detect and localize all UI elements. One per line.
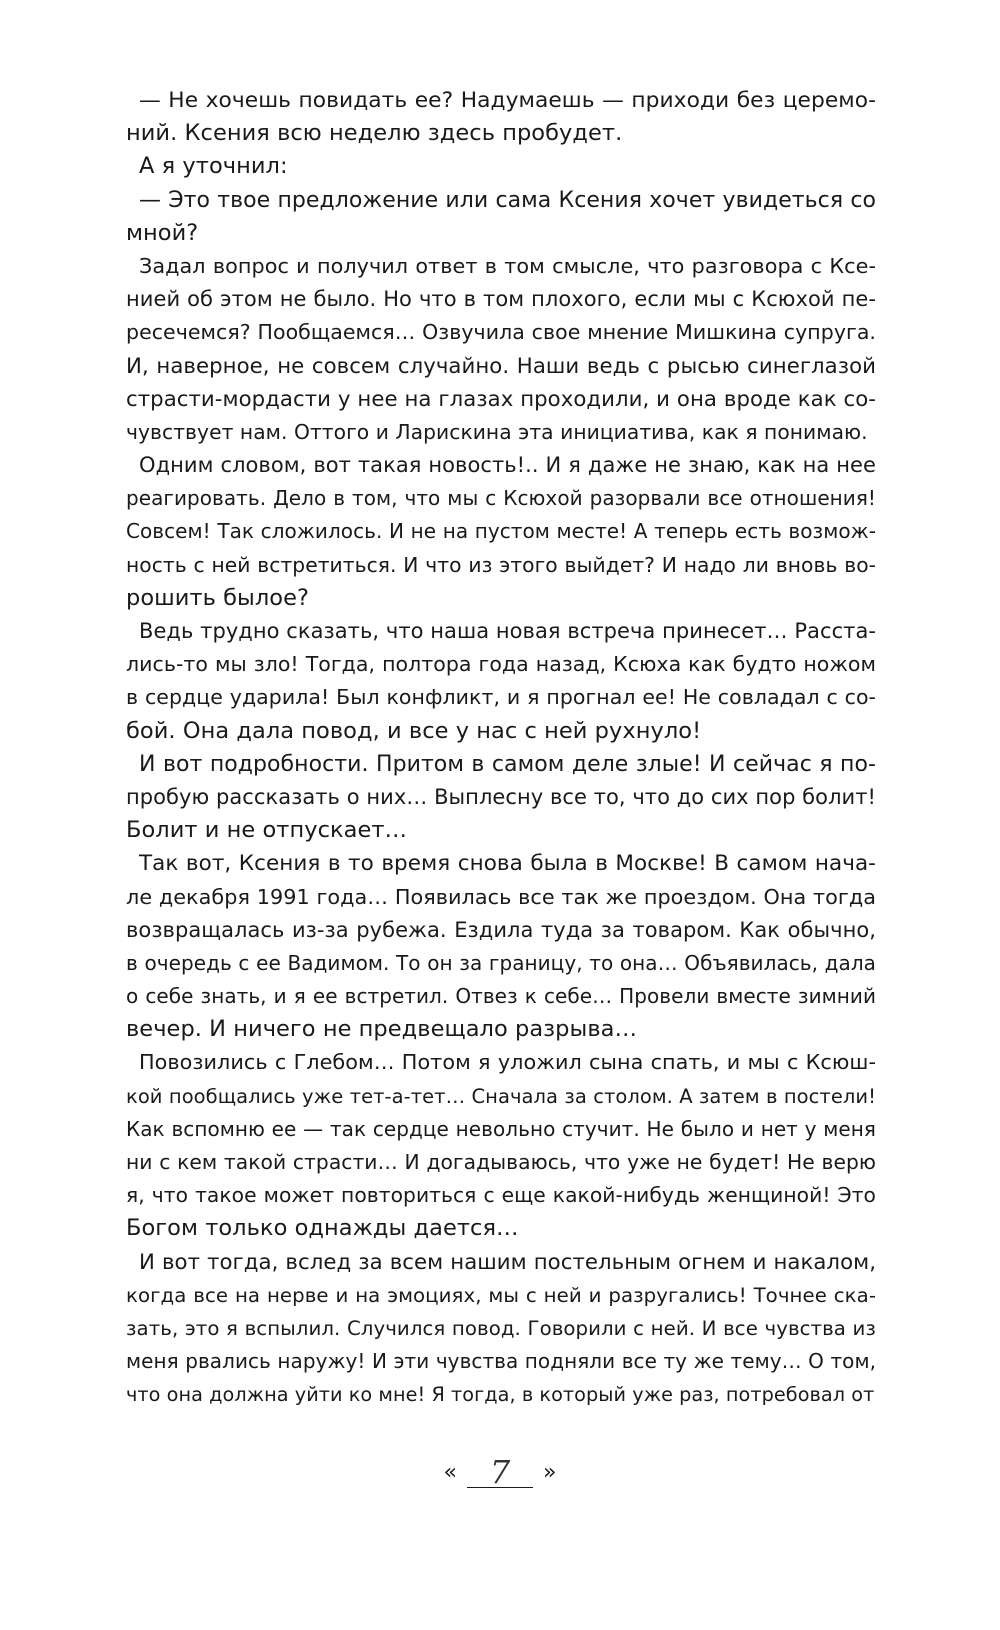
text-line: в сердце ударила! Был конфликт, и я прогнал ее! Не совладал с со-	[126, 685, 876, 710]
text-line: кой пообщались уже тет-а-тет… Сначала за столом. А затем в постели!	[126, 1084, 876, 1108]
folio-close-quote: »	[543, 1460, 557, 1485]
text-line: вечер. И ничего не предвещало разрыва…	[126, 1016, 638, 1043]
page-footer	[0, 1448, 1000, 1491]
text-line: Повозились с Глебом… Потом я уложил сына спать, и мы с Ксюш-	[139, 1050, 876, 1075]
paragraph	[126, 748, 876, 848]
text-line: ресечемся? Пообщаемся… Озвучила свое мнение Мишкина супруга.	[126, 320, 876, 345]
text-line: в очередь с ее Вадимом. То он за границу, то она… Объявилась, дала	[126, 950, 876, 975]
text-line: Богом только однажды дается…	[126, 1215, 519, 1242]
folio-open-quote: «	[443, 1460, 457, 1485]
paragraph	[126, 847, 876, 1046]
text-line: возвращалась из-за рубежа. Ездила туда за товаром. Как обычно,	[126, 917, 876, 942]
text-line: когда все на нерве и на эмоциях, мы с ней и разругались! Точнее ска-	[126, 1283, 876, 1307]
paragraph	[126, 1246, 876, 1412]
paragraph	[126, 150, 876, 183]
text-line: ний. Ксения всю неделю здесь пробудет.	[126, 120, 623, 147]
text-line: ность с ней встретиться. И что из этого выйдет? И надо ли вновь во-	[126, 552, 876, 577]
text-line: А я уточнил:	[139, 153, 288, 180]
text-line: Болит и не отпускает…	[126, 817, 408, 844]
text-line: — Не хочешь повидать ее? Надумаешь — приходи без церемо-	[139, 88, 876, 113]
text-line: Ведь трудно сказать, что наша новая встреча принесет… Расста-	[139, 619, 876, 643]
text-line: Одним словом, вот такая новость!.. И я даже не знаю, как на нее	[139, 453, 876, 478]
paragraph	[126, 449, 876, 615]
text-line: И вот подробности. Притом в самом деле злые! И сейчас я по-	[139, 751, 876, 777]
text-line: что она должна уйти ко мне! Я тогда, в который уже раз, потребовал от	[126, 1383, 875, 1407]
text-line: Как вспомню ее — так сердце невольно стучит. Не было и нет у меня	[126, 1116, 876, 1141]
paragraph	[126, 615, 876, 748]
text-line: И, наверное, не совсем случайно. Наши ведь с рысью синеглазой	[126, 353, 876, 379]
text-line: бой. Она дала повод, и все у нас с ней рухнуло!	[126, 717, 702, 744]
text-line: — Это твое предложение или сама Ксения хочет увидеться со	[139, 187, 876, 213]
text-line: меня рвались наружу! И эти чувства подняли все ту же тему… О том,	[126, 1349, 876, 1374]
text-line: Задал вопрос и получил ответ в том смысле, что разговора с Ксе-	[139, 253, 876, 278]
text-line: Так вот, Ксения в то время снова была в Москве! В самом нача-	[139, 851, 876, 877]
page-number: 7	[467, 1457, 533, 1488]
text-line: И вот тогда, вслед за всем нашим постельным огнем и накалом,	[139, 1249, 876, 1275]
text-line: Совсем! Так сложилось. И не на пустом месте! А теперь есть возмож-	[126, 519, 876, 544]
text-line: мной?	[126, 219, 199, 246]
text-line: о себе знать, и я ее встретил. Отвез к себе… Провели вместе зимний	[126, 984, 876, 1009]
text-line: рошить былое?	[126, 584, 310, 611]
text-line: ни с кем такой страсти… И догадываюсь, что уже не будет! Не верю	[126, 1150, 876, 1174]
text-line: лись-то мы зло! Тогда, полтора года назад, Ксюха как будто ножом	[126, 652, 876, 677]
body-text	[126, 84, 876, 1412]
text-line: страсти-мордасти у нее на глазах проходили, и она вроде как со-	[126, 386, 876, 412]
paragraph	[126, 84, 876, 150]
text-line: реагировать. Дело в том, что мы с Ксюхой разорвали все отношения!	[126, 486, 876, 511]
text-line: пробую рассказать о них… Выплесну все то, что до сих пор болит!	[126, 784, 876, 809]
text-line: чувствует нам. Оттого и Ларискина эта инициатива, как я понимаю.	[126, 419, 868, 444]
text-line: нией об этом не было. Но что в том плохого, если мы с Ксюхой пе-	[126, 287, 876, 312]
paragraph	[126, 250, 876, 449]
paragraph	[126, 184, 876, 250]
paragraph	[126, 1046, 876, 1245]
text-line: зать, это я вспылил. Случился повод. Говорили с ней. И все чувства из	[126, 1316, 876, 1340]
text-line: ле декабря 1991 года… Появилась все так же проездом. Она тогда	[126, 884, 876, 909]
text-line: я, что такое может повториться с еще какой-нибудь женщиной! Это	[126, 1183, 876, 1208]
